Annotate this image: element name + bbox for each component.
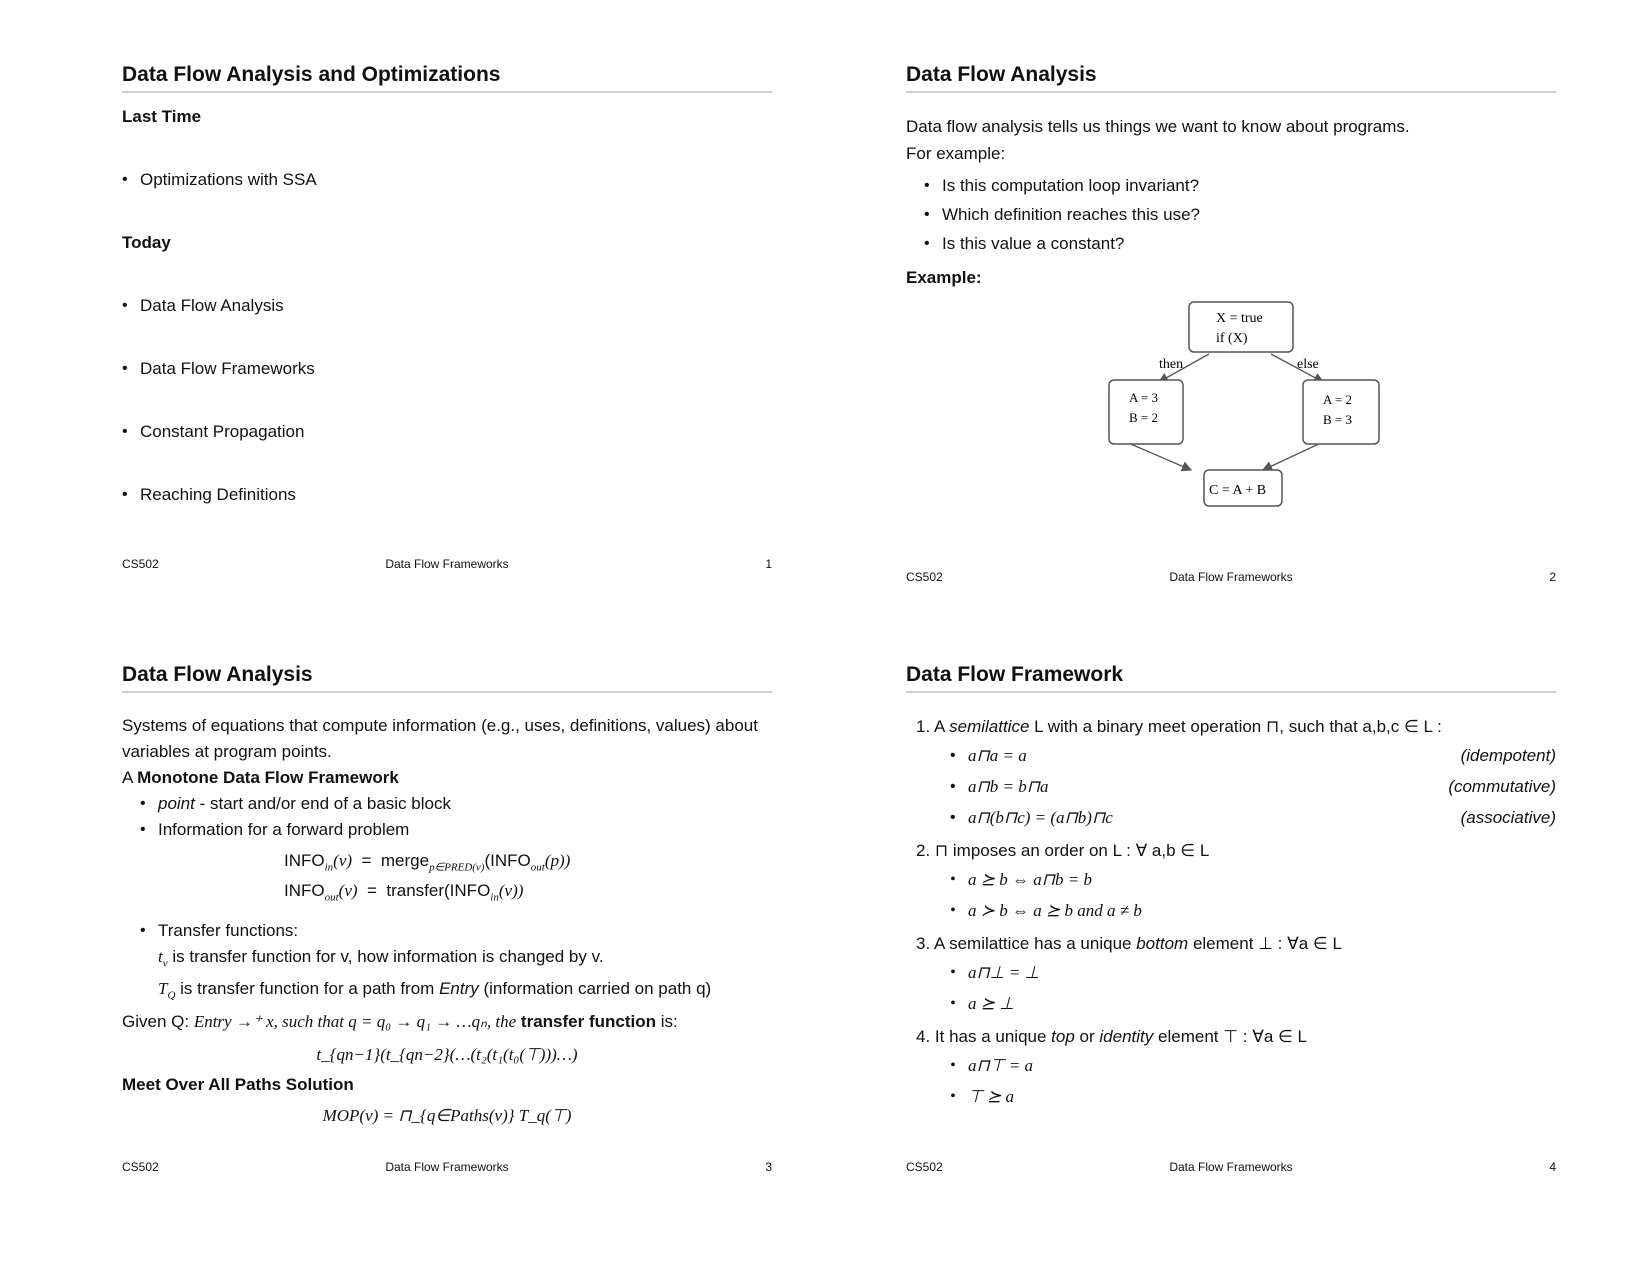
slide-title: Data Flow Analysis and Optimizations	[122, 63, 501, 86]
list-item: • a⊓⊤ = a	[968, 1050, 1556, 1081]
tv-symbol: $t_v$	[158, 946, 168, 970]
framework-heading: Monotone Data Flow Framework	[137, 768, 399, 787]
list-item: • Constant Propagation	[140, 418, 772, 445]
example-heading: Example:	[906, 268, 982, 287]
tq-text-b: (information carried on path q)	[483, 979, 712, 999]
list-item	[968, 802, 1556, 833]
list-item	[968, 740, 1556, 771]
footer-topic: Data Flow Frameworks	[1169, 1160, 1293, 1174]
eq1-rhs: merge	[380, 851, 430, 870]
given-end: is:	[660, 1011, 678, 1031]
item-1	[916, 713, 1556, 740]
edge-left-merge	[1126, 442, 1191, 470]
page-number: 2	[1549, 570, 1556, 584]
node-merge-text: C = A + B	[1209, 483, 1267, 498]
page-number: 1	[765, 557, 772, 571]
title-rule	[906, 91, 1556, 93]
item-2: 2. ⊓ imposes an order on L : ∀ a,b ∈ L	[916, 841, 1210, 860]
title-rule	[906, 691, 1556, 693]
item4-identity: identity	[1099, 1027, 1154, 1046]
node-then-line1: A = 3	[1129, 390, 1159, 405]
item3-term: bottom	[1136, 934, 1189, 953]
list-item: • Transfer functions:	[158, 918, 772, 944]
page-number: 4	[1549, 1160, 1556, 1174]
slide-title: Data Flow Analysis	[122, 663, 313, 686]
prop-tag: (associative)	[1460, 808, 1556, 827]
item1-a: 1. A	[916, 717, 945, 736]
given-a: Given Q:	[122, 1011, 190, 1031]
eq2-sign: =	[367, 881, 377, 901]
prop-tag: (idempotent)	[1460, 746, 1556, 765]
item-3	[916, 930, 1556, 957]
footer-topic: Data Flow Frameworks	[385, 557, 509, 571]
prop-tag: (commutative)	[1448, 777, 1556, 796]
eq1-var: (v)	[333, 851, 353, 870]
footer-course: CS502	[122, 557, 159, 571]
item1-term: semilattice	[949, 717, 1030, 736]
eq2-rhs-sub: in	[490, 891, 499, 904]
given-b: Entry →⁺ x, such that q = q₀ → q₁ → …qₙ, the	[193, 1011, 517, 1031]
label-then: then	[1159, 357, 1184, 372]
list-item: • a ≻ b ⇔ a ⪰ b and a ≠ b	[968, 895, 1556, 926]
list-item: • Is this value a constant?	[942, 229, 1556, 258]
eq2-rhs-end: (v))	[498, 881, 524, 901]
node-entry-line1: X = true	[1216, 311, 1263, 326]
info-equations	[284, 849, 772, 910]
list-item: • Optimizations with SSA	[140, 166, 772, 193]
slide-footer	[122, 1160, 772, 1178]
node-else-line2: B = 3	[1323, 412, 1353, 427]
eq1-sign: =	[361, 851, 372, 870]
eq1-rhs-sub: p∈PRED(v)	[429, 861, 485, 874]
eq1-rhs-arg: (INFO	[484, 851, 531, 870]
item4-a: 4. It has a unique	[916, 1027, 1047, 1046]
list-item: • Data Flow Frameworks	[140, 355, 772, 382]
footer-topic: Data Flow Frameworks	[1169, 570, 1293, 584]
tq-entry: Entry	[439, 979, 479, 999]
footer-course: CS502	[122, 1160, 159, 1174]
eq1-lhs: INFO	[284, 851, 325, 870]
prop-expr: a⊓a = a	[968, 746, 1027, 765]
tq-text-a: is transfer function for a path from	[180, 979, 435, 999]
edge-right-merge	[1263, 442, 1323, 470]
slide-2	[906, 60, 1556, 588]
eq2-rhs: transfer(INFO	[386, 881, 491, 901]
item3-b: element ⊥ : ∀a ∈ L	[1192, 934, 1342, 953]
item4-top: top	[1051, 1027, 1075, 1046]
slide-title: Data Flow Framework	[906, 663, 1124, 686]
title-rule	[122, 91, 772, 93]
mop-eq: MOP(v) = ⊓_{q∈Paths(v)} T_q(⊤)	[322, 1105, 572, 1125]
item1-b: L with a binary meet operation ⊓, such that a,b,c ∈ L :	[1034, 717, 1442, 736]
tq-line	[158, 976, 772, 1008]
for-example-text: For example:	[906, 144, 1006, 163]
list-item	[158, 791, 772, 817]
today-heading: Today	[122, 233, 171, 252]
node-entry-line2: if (X)	[1216, 331, 1248, 346]
list-item: • a ⪰ ⊥	[968, 988, 1556, 1019]
slide-3	[122, 660, 772, 1178]
eq1-rhs-end: (p))	[544, 851, 571, 870]
eq2-lhs: INFO	[284, 881, 325, 901]
list-item: • Information for a forward problem	[158, 817, 772, 843]
item-4	[916, 1023, 1556, 1050]
tq-symbol: $T_Q$	[158, 979, 176, 1002]
label-else: else	[1297, 357, 1319, 372]
tv-text: is transfer function for v, how information is changed by v.	[172, 946, 604, 966]
eq2-lhs-sub: out	[324, 891, 339, 904]
item4-or: or	[1079, 1027, 1095, 1046]
list-item: • a⊓⊥ = ⊥	[968, 957, 1556, 988]
composition-eq: t_{qn−1}(t_{qn−2}(…(t₂(t₁(t₀(⊤)))…)	[316, 1044, 578, 1064]
list-item: • ⊤ ⪰ a	[968, 1081, 1556, 1112]
slide-4	[906, 660, 1556, 1178]
list-item: • Which definition reaches this use?	[942, 200, 1556, 229]
list-item: • Is this computation loop invariant?	[942, 171, 1556, 200]
list-item: • Data Flow Analysis	[140, 292, 772, 319]
slide-footer	[122, 557, 772, 575]
eq1-rhs-arg-sub: out	[530, 861, 545, 874]
slide-title: Data Flow Analysis	[906, 63, 1097, 86]
cfg-diagram	[1091, 300, 1391, 520]
item4-b: element ⊤ : ∀a ∈ L	[1158, 1027, 1307, 1046]
intro-text: Data flow analysis tells us things we want to know about programs.	[906, 117, 1410, 136]
page-number: 3	[765, 1160, 772, 1174]
mop-heading: Meet Over All Paths Solution	[122, 1074, 354, 1094]
node-then-line2: B = 2	[1129, 410, 1159, 425]
list-item	[968, 771, 1556, 802]
slide-1	[122, 60, 772, 575]
given-line	[122, 1009, 772, 1035]
intro-text: Systems of equations that compute information (e.g., uses, definitions, values) about variables at program points.	[122, 716, 758, 761]
footer-course: CS502	[906, 1160, 943, 1174]
item3-a: 3. A semilattice has a unique	[916, 934, 1132, 953]
given-tf: transfer function	[520, 1011, 656, 1031]
footer-course: CS502	[906, 570, 943, 584]
slide-footer	[906, 570, 1556, 588]
tv-line	[158, 944, 772, 976]
eq1-lhs-sub: in	[324, 861, 334, 874]
node-else-line1: A = 2	[1323, 392, 1353, 407]
eq2-var: (v)	[338, 881, 358, 901]
framework-article: A	[122, 768, 133, 787]
list-item: • Reaching Definitions	[140, 481, 772, 508]
last-time-heading: Last Time	[122, 107, 202, 126]
list-item: • a ⪰ b ⇔ a⊓b = b	[968, 864, 1556, 895]
slide-footer	[906, 1160, 1556, 1178]
title-rule	[122, 691, 772, 693]
prop-expr: a⊓b = b⊓a	[968, 777, 1049, 796]
point-term: point	[158, 794, 195, 813]
footer-topic: Data Flow Frameworks	[385, 1160, 509, 1174]
prop-expr: a⊓(b⊓c) = (a⊓b)⊓c	[968, 808, 1113, 827]
point-rest: - start and/or end of a basic block	[194, 794, 451, 813]
